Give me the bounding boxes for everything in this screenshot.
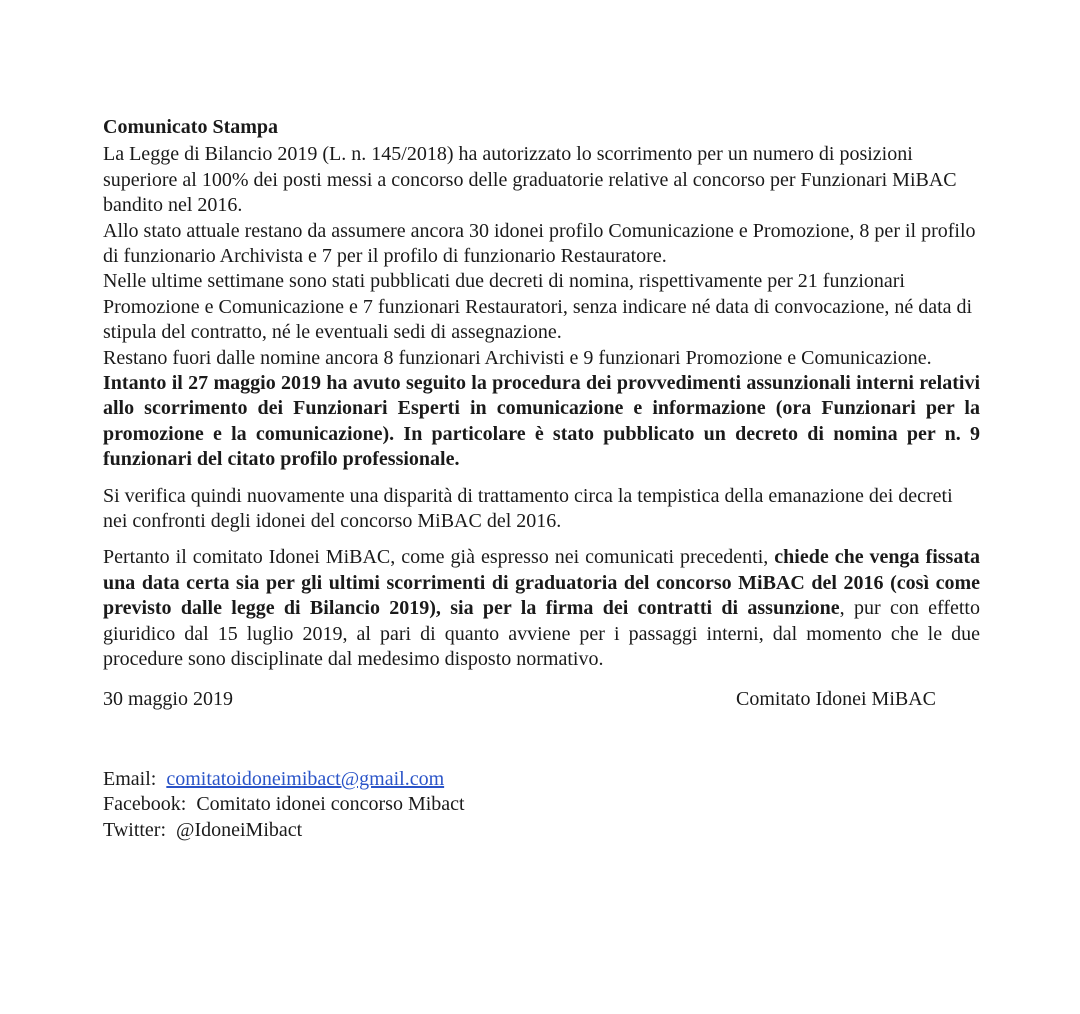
request-end: , pur con effetto giuridico dal 15 luglio 2019, al pari di quanto avviene per i passaggi interni, dal momento che le due procedure sono disciplinate dal medesimo disposto normativo. <box>103 597 980 671</box>
request-intro: Pertanto il comitato Idonei MiBAC, come già espresso nei comunicati precedenti, <box>103 546 775 569</box>
contacts-block <box>103 767 980 843</box>
document-date: 30 maggio 2019 <box>103 687 233 710</box>
email-line <box>103 767 980 792</box>
paragraph-recent-decrees: Nelle ultime settimane sono stati pubblicati due decreti di nomina, rispettivamente per 21 funzionari Promozione e Comunicazione e 7 funzionari Restauratori, senza indicare né data di convocazione, né data di stipula del contratto, né le eventuali sedi di assegnazione. <box>103 270 973 344</box>
email-link[interactable]: comitatoidoneimibact@gmail.com <box>166 767 445 790</box>
paragraph-internal-procedure: Intanto il 27 maggio 2019 ha avuto seguito la procedura dei provvedimenti assunzionali interni relativi allo scorrimento dei Funzionari Esperti in comunicazione e informazione (ora Funzionari per la promozione e la comunicazione). In particolare è stato pubblicato un decreto di nomina per n. 9 funzionari del citato profilo professionale. <box>103 372 980 471</box>
facebook-line <box>103 792 980 817</box>
twitter-line <box>103 818 980 843</box>
paragraph-remaining: Restano fuori dalle nomine ancora 8 funzionari Archivisti e 9 funzionari Promozione e Comunicazione. <box>103 346 932 369</box>
twitter-label: Twitter: <box>103 818 177 841</box>
facebook-value: Comitato idonei concorso Mibact <box>196 793 465 816</box>
paragraph-budget-law: La Legge di Bilancio 2019 (L. n. 145/2018) ha autorizzato lo scorrimento per un numero di posizioni superiore al 100% dei posti messi a concorso delle graduatorie relative al concorso per Funzionari MiBAC bandito nel 2016. <box>103 143 957 217</box>
email-label: Email: <box>103 767 167 790</box>
signature: Comitato Idonei MiBAC <box>736 687 936 710</box>
document-title: Comunicato Stampa <box>103 116 279 138</box>
paragraph-current-status: Allo stato attuale restano da assumere ancora 30 idonei profilo Comunicazione e Promozione, 8 per il profilo di funzionario Archivista e 7 per il profilo di funzionario Restauratore. <box>103 219 976 268</box>
paragraph-request <box>103 545 980 672</box>
press-release <box>103 115 980 843</box>
request-bold: chiede che venga fissata una data certa sia per gli ultimi scorrimenti di graduatoria del concorso MiBAC del 2016 (così come previsto dalle legge di Bilancio 2019), sia per la firma dei contratti di assunzione <box>103 546 980 620</box>
paragraph-disparity: Si verifica quindi nuovamente una disparità di trattamento circa la tempistica della emanazione dei decreti nei confronti degli idonei del concorso MiBAC del 2016. <box>103 484 953 533</box>
facebook-label: Facebook: <box>103 793 197 816</box>
twitter-value: @IdoneiMibact <box>176 818 303 841</box>
signature-row <box>103 687 936 712</box>
